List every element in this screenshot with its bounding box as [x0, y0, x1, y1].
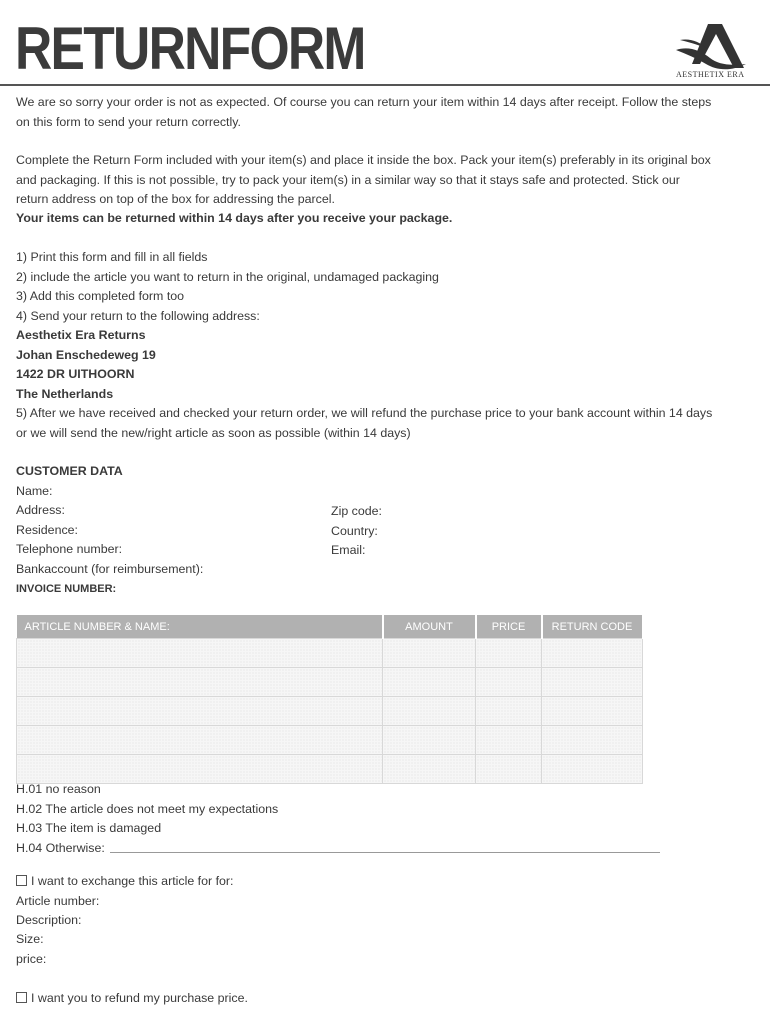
instruction-line: return address on top of the box for addressing the parcel.: [16, 192, 335, 206]
return-code-h03: H.03 The item is damaged: [16, 821, 162, 835]
logo-text: AESTHETIX ERA: [676, 70, 745, 79]
article-number-field-label[interactable]: Article number:: [16, 894, 100, 908]
residence-field-label[interactable]: Residence:: [16, 523, 78, 537]
table-header-row: [17, 615, 643, 639]
email-field-label[interactable]: Email:: [331, 543, 366, 557]
address-street: Johan Enschedeweg 19: [16, 348, 156, 362]
return-code-cell[interactable]: [542, 755, 643, 784]
step-5-continued: or we will send the new/right article as soon as possible (within 14 days): [16, 426, 411, 440]
article-cell[interactable]: [17, 668, 383, 697]
description-field-label[interactable]: Description:: [16, 913, 82, 927]
article-cell[interactable]: [17, 639, 383, 668]
refund-checkbox-label: I want you to refund my purchase price.: [31, 991, 248, 1005]
return-code-cell[interactable]: [542, 668, 643, 697]
instruction-line: and packaging. If this is not possible, try to pack your item(s) in a similar way so that it stays safe and protected. Stick our: [16, 173, 680, 187]
article-cell[interactable]: [17, 726, 383, 755]
column-header-amount: AMOUNT: [383, 615, 476, 639]
page-title: RETURNFORM: [15, 15, 365, 82]
address-country: The Netherlands: [16, 387, 114, 401]
bankaccount-field-label[interactable]: Bankaccount (for reimbursement):: [16, 562, 204, 576]
customer-data-heading: CUSTOMER DATA: [16, 464, 123, 478]
amount-cell[interactable]: [383, 668, 476, 697]
return-code-cell[interactable]: [542, 639, 643, 668]
otherwise-input-line[interactable]: [110, 852, 660, 853]
address-field-label[interactable]: Address:: [16, 503, 65, 517]
step-1: 1) Print this form and fill in all fields: [16, 250, 208, 264]
intro-line: on this form to send your return correctly.: [16, 115, 241, 129]
exchange-option[interactable]: [16, 872, 233, 892]
name-field-label[interactable]: Name:: [16, 484, 53, 498]
return-code-h04: H.04 Otherwise:: [16, 841, 105, 855]
column-header-price: PRICE: [476, 615, 542, 639]
table-row: [17, 697, 643, 726]
exchange-checkbox-label: I want to exchange this article for for:: [31, 874, 234, 888]
invoice-number-label[interactable]: INVOICE NUMBER:: [16, 583, 117, 595]
table-row: [17, 668, 643, 697]
return-window-notice: Your items can be returned within 14 days after you receive your package.: [16, 211, 453, 225]
step-5: 5) After we have received and checked your return order, we will refund the purchase price to your bank account within 14 days: [16, 406, 713, 420]
price-cell[interactable]: [476, 697, 542, 726]
address-city: 1422 DR UITHOORN: [16, 367, 135, 381]
step-4: 4) Send your return to the following address:: [16, 309, 260, 323]
table-row: [17, 639, 643, 668]
step-2: 2) include the article you want to return in the original, undamaged packaging: [16, 270, 439, 284]
price-field-label[interactable]: price:: [16, 952, 47, 966]
return-code-cell[interactable]: [542, 697, 643, 726]
amount-cell[interactable]: [383, 726, 476, 755]
price-cell[interactable]: [476, 755, 542, 784]
article-cell[interactable]: [17, 697, 383, 726]
article-table: [16, 615, 644, 784]
instruction-line: Complete the Return Form included with your item(s) and place it inside the box. Pack your item(s) preferably in its original box: [16, 153, 711, 167]
return-code-h01: H.01 no reason: [16, 782, 101, 796]
refund-checkbox[interactable]: [16, 992, 27, 1003]
column-header-article: ARTICLE NUMBER & NAME:: [17, 615, 383, 639]
amount-cell[interactable]: [383, 697, 476, 726]
country-field-label[interactable]: Country:: [331, 524, 378, 538]
return-code-h02: H.02 The article does not meet my expectations: [16, 802, 279, 816]
price-cell[interactable]: [476, 668, 542, 697]
exchange-checkbox[interactable]: [16, 875, 27, 886]
table-row: [17, 726, 643, 755]
price-cell[interactable]: [476, 639, 542, 668]
return-code-cell[interactable]: [542, 726, 643, 755]
price-cell[interactable]: [476, 726, 542, 755]
address-name: Aesthetix Era Returns: [16, 328, 146, 342]
telephone-field-label[interactable]: Telephone number:: [16, 542, 123, 556]
amount-cell[interactable]: [383, 755, 476, 784]
size-field-label[interactable]: Size:: [16, 932, 44, 946]
table-row: [17, 755, 643, 784]
intro-line: We are so sorry your order is not as expected. Of course you can return your item within 14 days after receipt. Follow the steps: [16, 95, 712, 109]
column-header-return-code: RETURN CODE: [542, 615, 643, 639]
header-divider: [0, 84, 770, 86]
amount-cell[interactable]: [383, 639, 476, 668]
zip-code-field-label[interactable]: Zip code:: [331, 504, 382, 518]
step-3: 3) Add this completed form too: [16, 289, 185, 303]
refund-option[interactable]: [16, 989, 248, 1009]
